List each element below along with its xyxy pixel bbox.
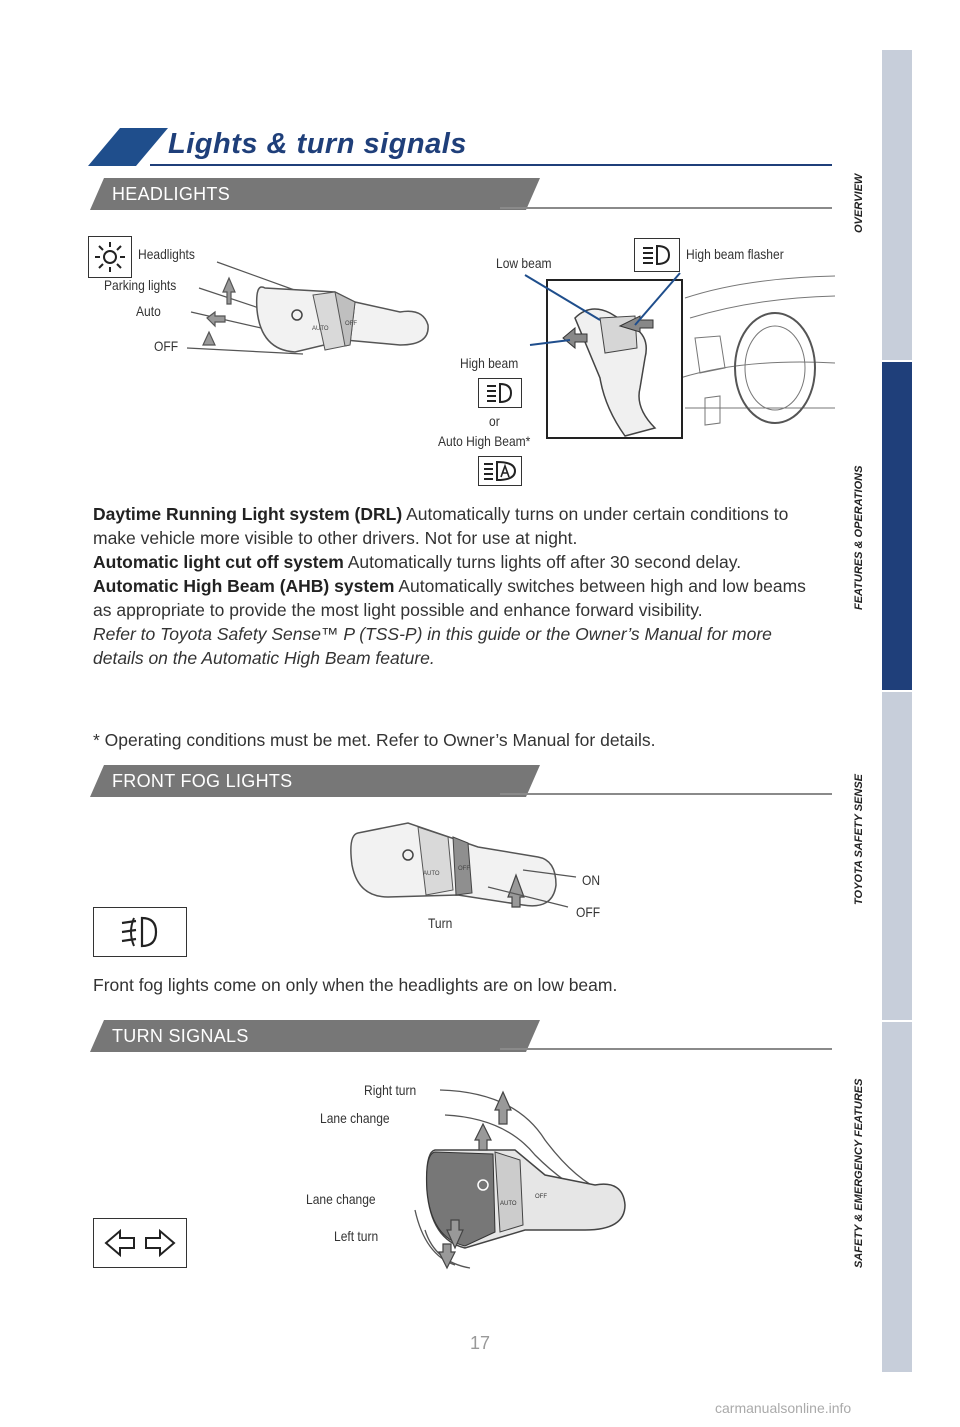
high-beam-icon-box bbox=[478, 378, 522, 408]
svg-text:AUTO: AUTO bbox=[312, 326, 329, 332]
sidebar-tab-safety-emergency[interactable]: SAFETY & EMERGENCY FEATURES bbox=[853, 1078, 865, 1268]
section-heading-turn: TURN SIGNALS bbox=[112, 1026, 249, 1046]
section-rule-headlights bbox=[500, 207, 832, 209]
stalk-off-marking bbox=[345, 321, 357, 327]
label-or: or bbox=[489, 413, 500, 429]
fog-stalk-illustration bbox=[348, 815, 608, 925]
ahb-term: Automatic High Beam (AHB) system bbox=[93, 576, 395, 596]
section-heading-fog: FRONT FOG LIGHTS bbox=[112, 771, 293, 791]
title-accent-wedge bbox=[88, 128, 168, 166]
page-title: Lights & turn signals bbox=[168, 128, 467, 160]
ahb-reference: Refer to Toyota Safety Sense™ P (TSS-P) in this guide or the Owner’s Manual for more details on the Automatic High Beam feature. bbox=[93, 624, 772, 668]
turn-stalk-auto-marking bbox=[500, 1201, 517, 1207]
label-off: OFF bbox=[154, 338, 179, 354]
section-rule-fog bbox=[500, 793, 832, 795]
ahb-description: Automatically switches between high and low beams as appropriate to provide the most light possible and enhance forward visibility. bbox=[93, 576, 806, 620]
high-beam-icon bbox=[479, 379, 521, 407]
sidebar-tab-active-highlight bbox=[882, 360, 912, 690]
label-left-turn: Left turn bbox=[334, 1228, 379, 1244]
headlight-stalk-illustration bbox=[185, 250, 435, 380]
auto-high-beam-icon bbox=[479, 457, 521, 485]
section-rule-turn bbox=[500, 1048, 832, 1050]
front-fog-light-icon bbox=[94, 908, 186, 956]
label-high-beam: High beam bbox=[460, 355, 519, 371]
drl-description: Automatically turns on under certain conditions to make vehicle more visible to other drivers. Not for use at night. bbox=[93, 504, 789, 548]
label-auto: Auto bbox=[136, 303, 161, 319]
label-fog-on: ON bbox=[582, 872, 601, 888]
page-number: 17 bbox=[470, 1333, 491, 1353]
sidebar-tab-overview[interactable]: OVERVIEW bbox=[853, 173, 865, 233]
label-high-beam-flasher: High beam flasher bbox=[686, 246, 784, 262]
turn-signal-arrows-icon bbox=[94, 1219, 186, 1267]
auto-high-beam-icon-box bbox=[478, 456, 522, 486]
fog-description: Front fog lights come on only when the headlights are on low beam. bbox=[93, 975, 618, 995]
watermark: carmanualsonline.info bbox=[715, 1400, 852, 1416]
fog-light-icon-box bbox=[93, 907, 187, 957]
high-beam-icon bbox=[635, 239, 679, 271]
dashboard-callout-lines bbox=[520, 265, 690, 375]
label-lane-change-up: Lane change bbox=[320, 1110, 390, 1126]
sidebar-tab-separator bbox=[882, 690, 912, 692]
turn-signal-stalk-illustration bbox=[395, 1080, 635, 1270]
high-beam-flasher-icon-box bbox=[634, 238, 680, 272]
svg-text:AUTO: AUTO bbox=[500, 1201, 517, 1207]
section-heading-headlights: HEADLIGHTS bbox=[112, 184, 231, 204]
svg-text:OFF: OFF bbox=[535, 1194, 547, 1200]
label-parking-lights: Parking lights bbox=[104, 277, 177, 293]
drl-paragraph bbox=[93, 502, 823, 670]
svg-text:AUTO: AUTO bbox=[423, 871, 440, 877]
svg-text:OFF: OFF bbox=[458, 866, 470, 872]
sun-icon bbox=[89, 237, 131, 277]
fog-stalk-auto-marking bbox=[423, 871, 440, 877]
label-fog-turn: Turn bbox=[428, 915, 453, 931]
drl-term: Daytime Running Light system (DRL) bbox=[93, 504, 403, 524]
operating-conditions-footnote: * Operating conditions must be met. Refer to Owner’s Manual for details. bbox=[93, 730, 656, 750]
sidebar-tabs bbox=[882, 50, 912, 1372]
turn-stalk-off-marking bbox=[535, 1194, 547, 1200]
label-auto-high-beam: Auto High Beam* bbox=[438, 433, 531, 449]
sidebar-tab-features-operations[interactable]: FEATURES & OPERATIONS bbox=[853, 465, 865, 610]
label-low-beam: Low beam bbox=[496, 255, 552, 271]
cutoff-term: Automatic light cut off system bbox=[93, 552, 344, 572]
stalk-auto-marking bbox=[312, 326, 329, 332]
cutoff-description: Automatically turns lights off after 30 second delay. bbox=[343, 552, 742, 572]
label-headlights: Headlights bbox=[138, 246, 195, 262]
label-right-turn: Right turn bbox=[364, 1082, 417, 1098]
fog-stalk-off-marking bbox=[458, 866, 470, 872]
label-fog-off: OFF bbox=[576, 904, 601, 920]
sidebar-tab-separator bbox=[882, 1020, 912, 1022]
title-underline bbox=[150, 164, 832, 166]
svg-text:OFF: OFF bbox=[345, 321, 357, 327]
turn-signal-icon-box bbox=[93, 1218, 187, 1268]
label-lane-change-down: Lane change bbox=[306, 1191, 376, 1207]
sidebar-tab-separator bbox=[882, 360, 912, 362]
headlight-switch-icon-box bbox=[88, 236, 132, 278]
sidebar-tab-toyota-safety-sense[interactable]: TOYOTA SAFETY SENSE bbox=[853, 773, 865, 905]
